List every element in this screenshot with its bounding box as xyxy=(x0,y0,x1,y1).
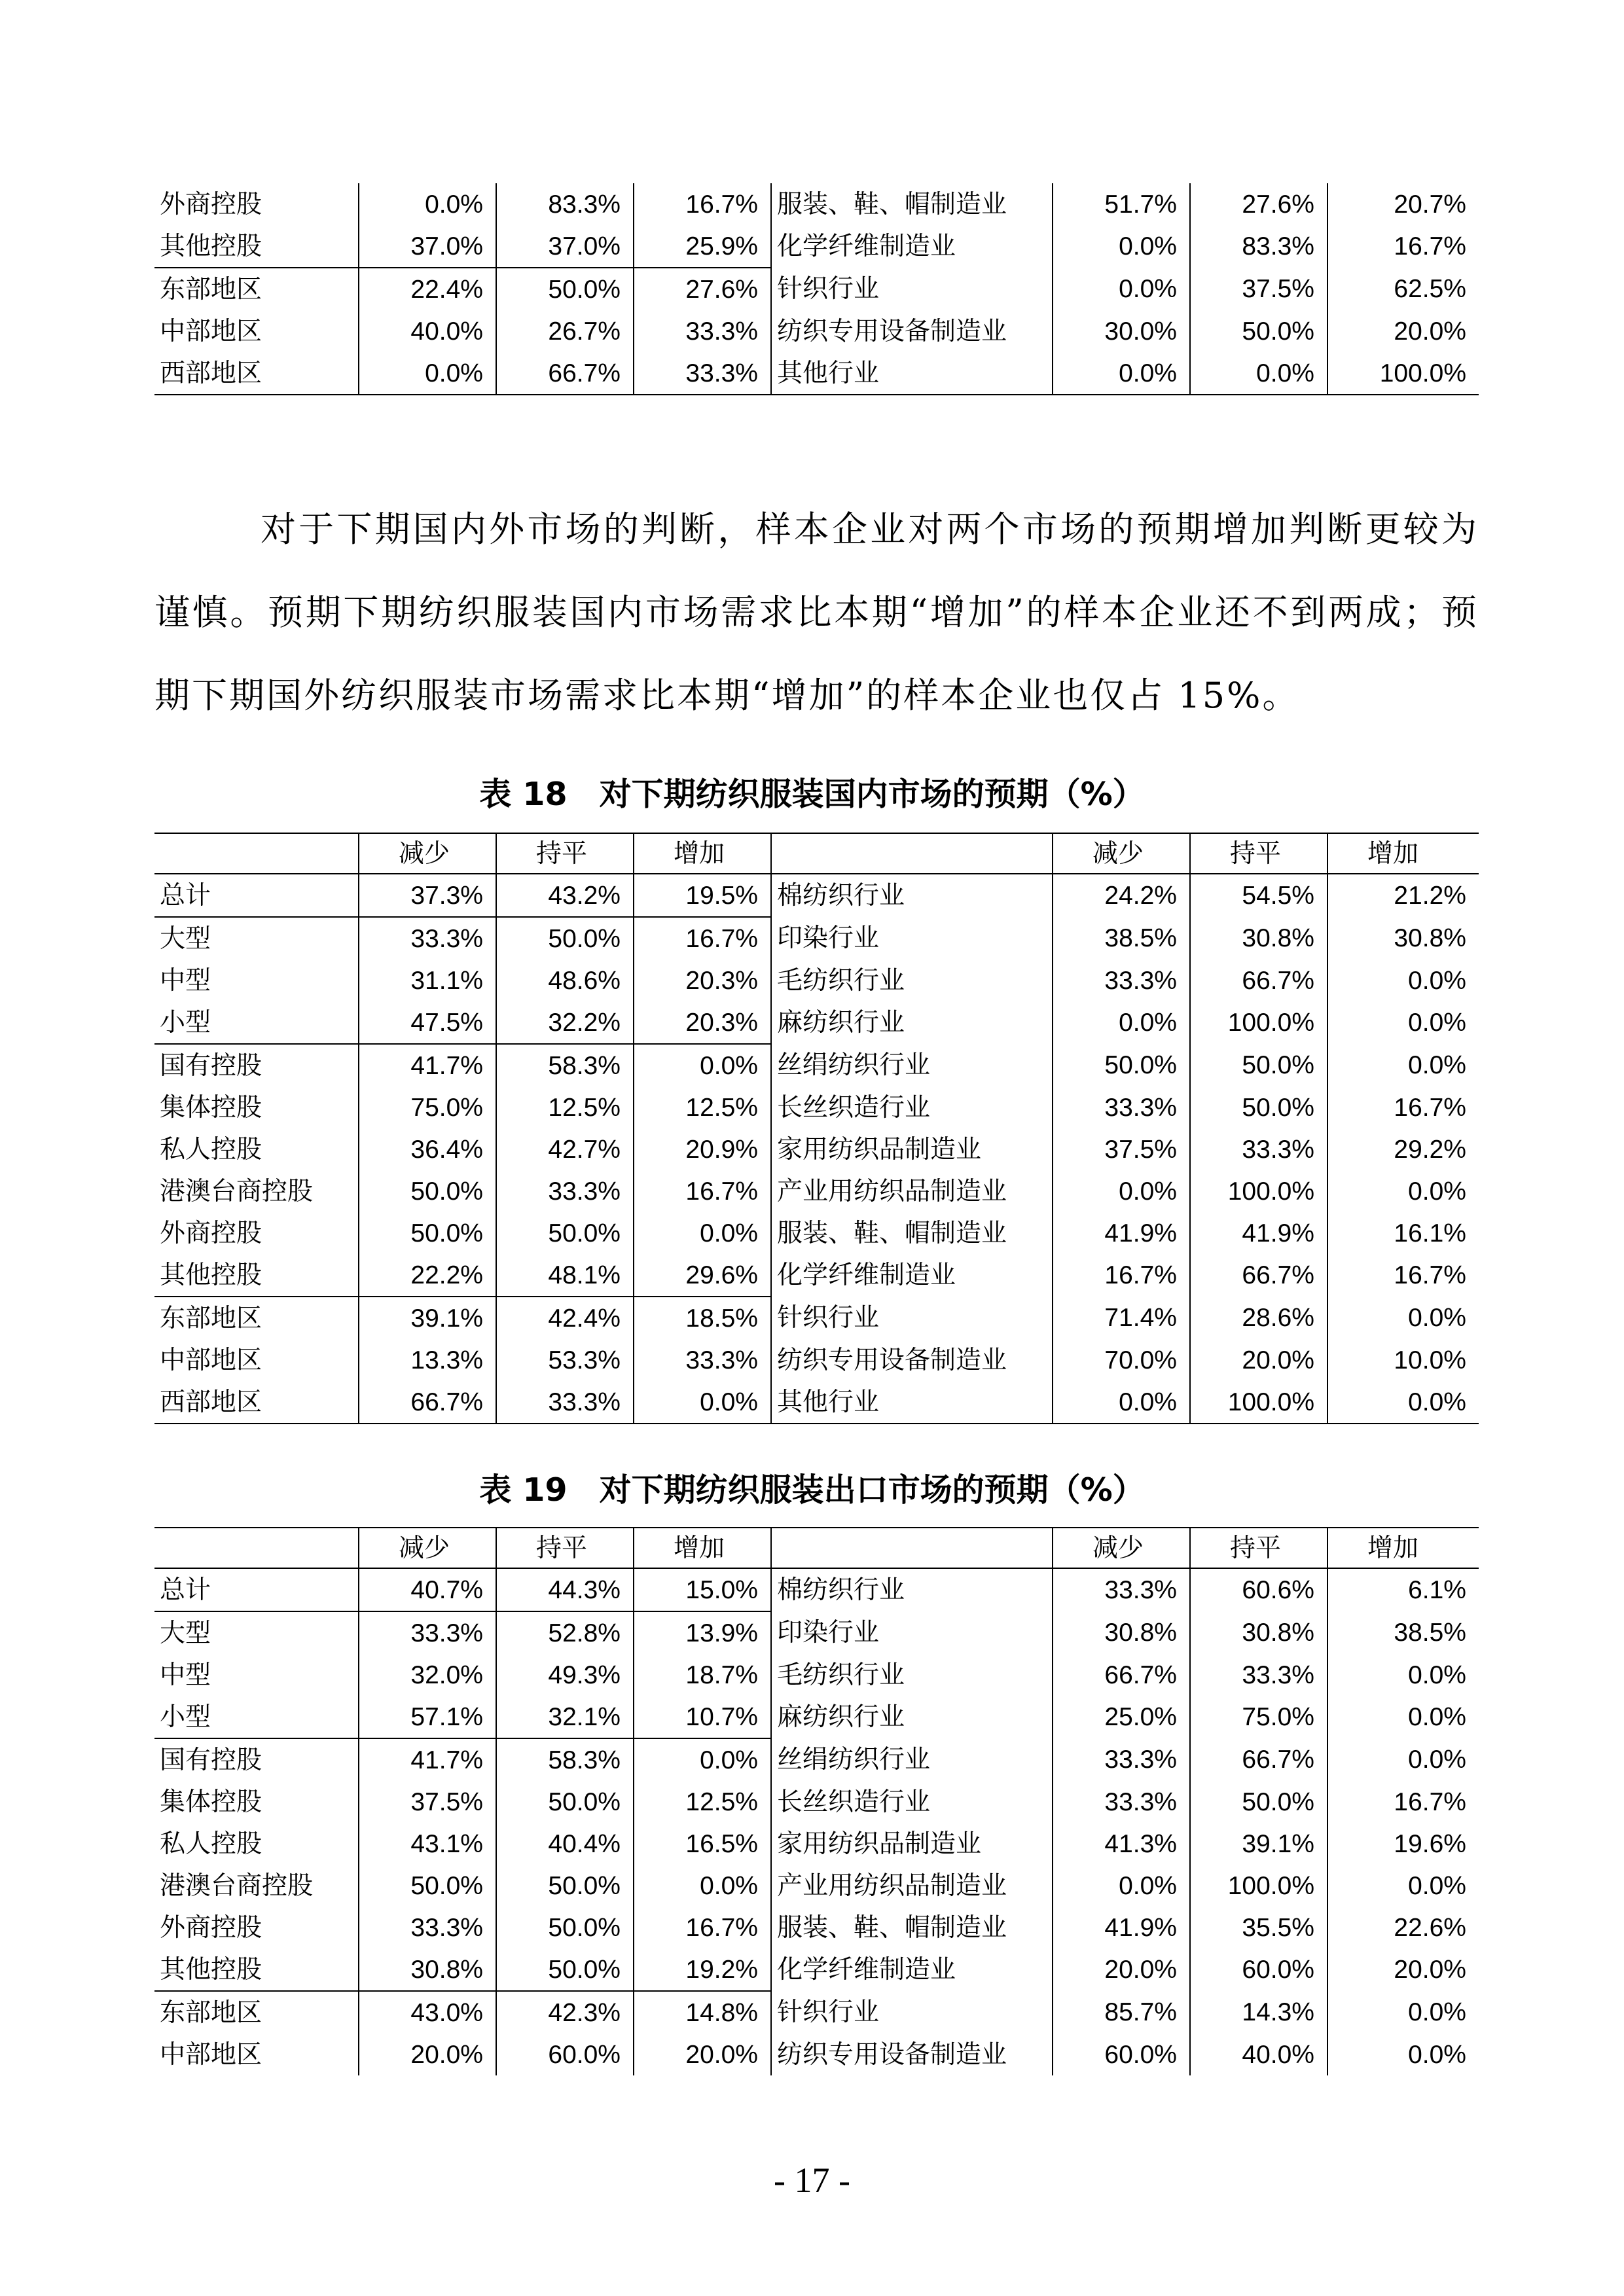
percent-cell: 43.0% xyxy=(359,1991,496,2034)
row-label-cell: 针织行业 xyxy=(771,1297,1053,1339)
row-label-cell: 中型 xyxy=(154,960,359,1001)
row-label-cell: 其他行业 xyxy=(771,352,1053,395)
column-header: 减少 xyxy=(359,1528,496,1568)
row-label-cell: 集体控股 xyxy=(154,1781,359,1823)
table-row xyxy=(154,874,1479,917)
percent-cell: 20.9% xyxy=(634,1128,771,1170)
percent-cell: 31.1% xyxy=(359,960,496,1001)
row-label-cell: 总计 xyxy=(154,1568,359,1611)
percent-cell: 19.5% xyxy=(634,874,771,917)
percent-cell: 50.0% xyxy=(359,1865,496,1907)
percent-cell: 50.0% xyxy=(359,1170,496,1212)
percent-cell: 50.0% xyxy=(1190,1086,1327,1128)
table-19-title: 表 19 对下期纺织服装出口市场的预期（%） xyxy=(479,1471,1145,1509)
percent-cell: 27.6% xyxy=(634,268,771,310)
percent-cell: 0.0% xyxy=(1190,352,1327,395)
page-number: - 17 - xyxy=(774,2161,850,2200)
percent-cell: 47.5% xyxy=(359,1001,496,1044)
percent-cell: 42.4% xyxy=(496,1297,634,1339)
percent-cell: 51.7% xyxy=(1053,183,1190,225)
column-header: 减少 xyxy=(1053,833,1190,874)
percent-cell: 0.0% xyxy=(1053,1381,1190,1424)
percent-cell: 18.5% xyxy=(634,1297,771,1339)
percent-cell: 22.4% xyxy=(359,268,496,310)
table-row xyxy=(154,1086,1479,1128)
percent-cell: 0.0% xyxy=(1327,1991,1479,2034)
percent-cell: 30.8% xyxy=(1327,917,1479,960)
table-row xyxy=(154,1381,1479,1424)
percent-cell: 29.6% xyxy=(634,1254,771,1297)
percent-cell: 66.7% xyxy=(1190,1254,1327,1297)
row-label-cell: 国有控股 xyxy=(154,1738,359,1781)
row-label-cell: 长丝织造行业 xyxy=(771,1086,1053,1128)
percent-cell: 22.6% xyxy=(1327,1907,1479,1948)
percent-cell: 50.0% xyxy=(496,1948,634,1991)
percent-cell: 20.7% xyxy=(1327,183,1479,225)
percent-cell: 24.2% xyxy=(1053,874,1190,917)
percent-cell: 41.7% xyxy=(359,1044,496,1086)
table-18-title: 表 18 对下期纺织服装国内市场的预期（%） xyxy=(479,776,1145,813)
percent-cell: 16.7% xyxy=(634,183,771,225)
row-label-cell: 国有控股 xyxy=(154,1044,359,1086)
percent-cell: 6.1% xyxy=(1327,1568,1479,1611)
percent-cell: 0.0% xyxy=(1327,1696,1479,1738)
percent-cell: 42.7% xyxy=(496,1128,634,1170)
table-header-row xyxy=(154,1528,1479,1568)
percent-cell: 20.0% xyxy=(1327,310,1479,352)
percent-cell: 12.5% xyxy=(496,1086,634,1128)
percent-cell: 48.6% xyxy=(496,960,634,1001)
percent-cell: 41.3% xyxy=(1053,1823,1190,1865)
percent-cell: 33.3% xyxy=(1053,1738,1190,1781)
percent-cell: 54.5% xyxy=(1190,874,1327,917)
percent-cell: 20.0% xyxy=(1190,1339,1327,1381)
table-row xyxy=(154,183,1479,225)
row-label-cell: 长丝织造行业 xyxy=(771,1781,1053,1823)
percent-cell: 28.6% xyxy=(1190,1297,1327,1339)
percent-cell: 16.7% xyxy=(634,917,771,960)
percent-cell: 53.3% xyxy=(496,1339,634,1381)
percent-cell: 38.5% xyxy=(1053,917,1190,960)
percent-cell: 33.3% xyxy=(496,1381,634,1424)
row-label-cell: 化学纤维制造业 xyxy=(771,225,1053,268)
percent-cell: 19.6% xyxy=(1327,1823,1479,1865)
column-header: 减少 xyxy=(1053,1528,1190,1568)
percent-cell: 50.0% xyxy=(1190,1044,1327,1086)
row-label-cell: 服装、鞋、帽制造业 xyxy=(771,1212,1053,1254)
table-row xyxy=(154,268,1479,310)
percent-cell: 75.0% xyxy=(1190,1696,1327,1738)
row-label-cell: 集体控股 xyxy=(154,1086,359,1128)
table-row xyxy=(154,1044,1479,1086)
row-label-cell: 总计 xyxy=(154,874,359,917)
percent-cell: 33.3% xyxy=(359,1907,496,1948)
percent-cell: 52.8% xyxy=(496,1611,634,1654)
percent-cell: 33.3% xyxy=(1053,960,1190,1001)
percent-cell: 60.0% xyxy=(1053,2034,1190,2075)
percent-cell: 66.7% xyxy=(1190,1738,1327,1781)
percent-cell: 60.0% xyxy=(1190,1948,1327,1991)
percent-cell: 33.3% xyxy=(359,1611,496,1654)
percent-cell: 0.0% xyxy=(1327,2034,1479,2075)
column-header: 持平 xyxy=(496,833,634,874)
percent-cell: 43.1% xyxy=(359,1823,496,1865)
percent-cell: 50.0% xyxy=(496,917,634,960)
row-label-cell: 丝绢纺织行业 xyxy=(771,1044,1053,1086)
row-label-cell: 棉纺织行业 xyxy=(771,1568,1053,1611)
percent-cell: 0.0% xyxy=(1053,268,1190,310)
row-label-cell: 印染行业 xyxy=(771,1611,1053,1654)
percent-cell: 15.0% xyxy=(634,1568,771,1611)
percent-cell: 58.3% xyxy=(496,1738,634,1781)
percent-cell: 100.0% xyxy=(1190,1381,1327,1424)
percent-cell: 100.0% xyxy=(1190,1865,1327,1907)
percent-cell: 20.0% xyxy=(1327,1948,1479,1991)
table-row xyxy=(154,1654,1479,1696)
column-header: 减少 xyxy=(359,833,496,874)
table-row xyxy=(154,1001,1479,1044)
percent-cell: 43.2% xyxy=(496,874,634,917)
row-label-cell: 东部地区 xyxy=(154,1991,359,2034)
percent-cell: 41.9% xyxy=(1053,1907,1190,1948)
percent-cell: 33.3% xyxy=(496,1170,634,1212)
percent-cell: 49.3% xyxy=(496,1654,634,1696)
row-label-cell: 东部地区 xyxy=(154,1297,359,1339)
percent-cell: 16.7% xyxy=(1053,1254,1190,1297)
percent-cell: 29.2% xyxy=(1327,1128,1479,1170)
percent-cell: 30.8% xyxy=(1053,1611,1190,1654)
percent-cell: 32.2% xyxy=(496,1001,634,1044)
column-header: 增加 xyxy=(1327,1528,1479,1568)
analysis-paragraph: 对于下期国内外市场的判断，样本企业对两个市场的预期增加判断更较为谨慎。预期下期纺织服装国内市场需求比本期“增加”的样本企业还不到两成；预期下期国外纺织服装市场需求比本期“增加”的样本企业也仅占 15%。 xyxy=(154,509,1479,716)
table-row xyxy=(154,310,1479,352)
percent-cell: 37.3% xyxy=(359,874,496,917)
table-row xyxy=(154,960,1479,1001)
table-row xyxy=(154,1781,1479,1823)
table-row xyxy=(154,1254,1479,1297)
percent-cell: 30.8% xyxy=(1190,1611,1327,1654)
table-19 xyxy=(154,1527,1479,2075)
percent-cell: 0.0% xyxy=(1053,1001,1190,1044)
row-label-cell: 针织行业 xyxy=(771,1991,1053,2034)
percent-cell: 40.0% xyxy=(359,310,496,352)
percent-cell: 44.3% xyxy=(496,1568,634,1611)
column-header: 持平 xyxy=(496,1528,634,1568)
percent-cell: 0.0% xyxy=(1053,352,1190,395)
row-label-cell: 家用纺织品制造业 xyxy=(771,1128,1053,1170)
percent-cell: 100.0% xyxy=(1190,1170,1327,1212)
percent-cell: 22.2% xyxy=(359,1254,496,1297)
table-row xyxy=(154,1948,1479,1991)
table-17-continued xyxy=(154,183,1479,395)
percent-cell: 0.0% xyxy=(1327,1654,1479,1696)
percent-cell: 0.0% xyxy=(634,1044,771,1086)
percent-cell: 33.3% xyxy=(1190,1128,1327,1170)
percent-cell: 0.0% xyxy=(1327,1738,1479,1781)
percent-cell: 16.7% xyxy=(634,1170,771,1212)
percent-cell: 0.0% xyxy=(634,1381,771,1424)
percent-cell: 20.0% xyxy=(1053,1948,1190,1991)
percent-cell: 0.0% xyxy=(1327,1044,1479,1086)
percent-cell: 16.7% xyxy=(1327,1086,1479,1128)
table-row xyxy=(154,917,1479,960)
table-row xyxy=(154,1297,1479,1339)
percent-cell: 25.0% xyxy=(1053,1696,1190,1738)
percent-cell: 37.0% xyxy=(359,225,496,268)
percent-cell: 33.3% xyxy=(634,310,771,352)
row-label-cell: 纺织专用设备制造业 xyxy=(771,310,1053,352)
row-label-cell: 产业用纺织品制造业 xyxy=(771,1170,1053,1212)
percent-cell: 50.0% xyxy=(496,1781,634,1823)
percent-cell: 50.0% xyxy=(359,1212,496,1254)
percent-cell: 37.5% xyxy=(1053,1128,1190,1170)
percent-cell: 40.7% xyxy=(359,1568,496,1611)
percent-cell: 13.9% xyxy=(634,1611,771,1654)
percent-cell: 39.1% xyxy=(359,1297,496,1339)
percent-cell: 83.3% xyxy=(496,183,634,225)
percent-cell: 0.0% xyxy=(1053,225,1190,268)
percent-cell: 36.4% xyxy=(359,1128,496,1170)
column-header: 持平 xyxy=(1190,833,1327,874)
percent-cell: 16.7% xyxy=(1327,1254,1479,1297)
percent-cell: 0.0% xyxy=(1327,960,1479,1001)
column-header: 增加 xyxy=(634,1528,771,1568)
percent-cell: 71.4% xyxy=(1053,1297,1190,1339)
row-label-cell: 其他控股 xyxy=(154,225,359,268)
table-row xyxy=(154,1212,1479,1254)
percent-cell: 60.0% xyxy=(496,2034,634,2075)
column-header: 增加 xyxy=(634,833,771,874)
percent-cell: 0.0% xyxy=(1327,1865,1479,1907)
percent-cell: 20.0% xyxy=(634,2034,771,2075)
percent-cell: 66.7% xyxy=(496,352,634,395)
percent-cell: 16.7% xyxy=(1327,225,1479,268)
table-row xyxy=(154,1568,1479,1611)
table-row xyxy=(154,1991,1479,2034)
percent-cell: 0.0% xyxy=(1327,1297,1479,1339)
row-label-cell: 其他控股 xyxy=(154,1254,359,1297)
percent-cell: 32.0% xyxy=(359,1654,496,1696)
row-label-cell: 纺织专用设备制造业 xyxy=(771,1339,1053,1381)
percent-cell: 66.7% xyxy=(1190,960,1327,1001)
percent-cell: 25.9% xyxy=(634,225,771,268)
column-header: 增加 xyxy=(1327,833,1479,874)
percent-cell: 0.0% xyxy=(1053,1865,1190,1907)
percent-cell: 37.5% xyxy=(1190,268,1327,310)
percent-cell: 30.0% xyxy=(1053,310,1190,352)
percent-cell: 0.0% xyxy=(359,183,496,225)
row-label-cell: 中型 xyxy=(154,1654,359,1696)
percent-cell: 38.5% xyxy=(1327,1611,1479,1654)
percent-cell: 50.0% xyxy=(496,1212,634,1254)
blank-header-cell xyxy=(771,833,1053,874)
row-label-cell: 中部地区 xyxy=(154,310,359,352)
row-label-cell: 化学纤维制造业 xyxy=(771,1254,1053,1297)
percent-cell: 33.3% xyxy=(634,1339,771,1381)
percent-cell: 85.7% xyxy=(1053,1991,1190,2034)
percent-cell: 40.4% xyxy=(496,1823,634,1865)
percent-cell: 19.2% xyxy=(634,1948,771,1991)
percent-cell: 26.7% xyxy=(496,310,634,352)
percent-cell: 62.5% xyxy=(1327,268,1479,310)
percent-cell: 0.0% xyxy=(634,1212,771,1254)
percent-cell: 75.0% xyxy=(359,1086,496,1128)
table-row xyxy=(154,2034,1479,2075)
row-label-cell: 丝绢纺织行业 xyxy=(771,1738,1053,1781)
percent-cell: 66.7% xyxy=(1053,1654,1190,1696)
percent-cell: 0.0% xyxy=(634,1738,771,1781)
table-18 xyxy=(154,833,1479,1424)
percent-cell: 39.1% xyxy=(1190,1823,1327,1865)
blank-header-cell xyxy=(154,1528,359,1568)
percent-cell: 58.3% xyxy=(496,1044,634,1086)
percent-cell: 14.3% xyxy=(1190,1991,1327,2034)
percent-cell: 60.6% xyxy=(1190,1568,1327,1611)
column-header: 持平 xyxy=(1190,1528,1327,1568)
percent-cell: 66.7% xyxy=(359,1381,496,1424)
row-label-cell: 针织行业 xyxy=(771,268,1053,310)
table-row xyxy=(154,1696,1479,1738)
percent-cell: 18.7% xyxy=(634,1654,771,1696)
percent-cell: 33.3% xyxy=(1053,1781,1190,1823)
row-label-cell: 服装、鞋、帽制造业 xyxy=(771,183,1053,225)
percent-cell: 16.7% xyxy=(634,1907,771,1948)
percent-cell: 21.2% xyxy=(1327,874,1479,917)
row-label-cell: 外商控股 xyxy=(154,1907,359,1948)
table-row xyxy=(154,352,1479,395)
row-label-cell: 印染行业 xyxy=(771,917,1053,960)
percent-cell: 20.3% xyxy=(634,960,771,1001)
table-header-row xyxy=(154,833,1479,874)
row-label-cell: 大型 xyxy=(154,917,359,960)
row-label-cell: 服装、鞋、帽制造业 xyxy=(771,1907,1053,1948)
row-label-cell: 棉纺织行业 xyxy=(771,874,1053,917)
blank-header-cell xyxy=(154,833,359,874)
percent-cell: 50.0% xyxy=(496,268,634,310)
row-label-cell: 家用纺织品制造业 xyxy=(771,1823,1053,1865)
percent-cell: 37.0% xyxy=(496,225,634,268)
percent-cell: 41.7% xyxy=(359,1738,496,1781)
row-label-cell: 毛纺织行业 xyxy=(771,1654,1053,1696)
percent-cell: 33.3% xyxy=(359,917,496,960)
row-label-cell: 外商控股 xyxy=(154,183,359,225)
row-label-cell: 外商控股 xyxy=(154,1212,359,1254)
percent-cell: 12.5% xyxy=(634,1781,771,1823)
row-label-cell: 港澳台商控股 xyxy=(154,1170,359,1212)
table-row xyxy=(154,1128,1479,1170)
percent-cell: 50.0% xyxy=(1190,1781,1327,1823)
row-label-cell: 大型 xyxy=(154,1611,359,1654)
row-label-cell: 私人控股 xyxy=(154,1128,359,1170)
percent-cell: 70.0% xyxy=(1053,1339,1190,1381)
blank-header-cell xyxy=(771,1528,1053,1568)
table-row xyxy=(154,1865,1479,1907)
percent-cell: 35.5% xyxy=(1190,1907,1327,1948)
percent-cell: 57.1% xyxy=(359,1696,496,1738)
percent-cell: 0.0% xyxy=(634,1865,771,1907)
row-label-cell: 小型 xyxy=(154,1696,359,1738)
percent-cell: 0.0% xyxy=(1327,1170,1479,1212)
percent-cell: 41.9% xyxy=(1190,1212,1327,1254)
row-label-cell: 西部地区 xyxy=(154,1381,359,1424)
table-row xyxy=(154,1907,1479,1948)
row-label-cell: 中部地区 xyxy=(154,1339,359,1381)
percent-cell: 13.3% xyxy=(359,1339,496,1381)
row-label-cell: 东部地区 xyxy=(154,268,359,310)
percent-cell: 16.7% xyxy=(1327,1781,1479,1823)
row-label-cell: 西部地区 xyxy=(154,352,359,395)
table-row xyxy=(154,1738,1479,1781)
percent-cell: 20.0% xyxy=(359,2034,496,2075)
row-label-cell: 麻纺织行业 xyxy=(771,1001,1053,1044)
percent-cell: 33.3% xyxy=(1053,1568,1190,1611)
percent-cell: 37.5% xyxy=(359,1781,496,1823)
percent-cell: 100.0% xyxy=(1327,352,1479,395)
percent-cell: 30.8% xyxy=(1190,917,1327,960)
percent-cell: 0.0% xyxy=(359,352,496,395)
row-label-cell: 产业用纺织品制造业 xyxy=(771,1865,1053,1907)
table-row xyxy=(154,1170,1479,1212)
row-label-cell: 其他控股 xyxy=(154,1948,359,1991)
percent-cell: 0.0% xyxy=(1053,1170,1190,1212)
row-label-cell: 私人控股 xyxy=(154,1823,359,1865)
row-label-cell: 化学纤维制造业 xyxy=(771,1948,1053,1991)
percent-cell: 33.3% xyxy=(1190,1654,1327,1696)
row-label-cell: 纺织专用设备制造业 xyxy=(771,2034,1053,2075)
percent-cell: 10.7% xyxy=(634,1696,771,1738)
percent-cell: 33.3% xyxy=(634,352,771,395)
percent-cell: 48.1% xyxy=(496,1254,634,1297)
percent-cell: 50.0% xyxy=(1053,1044,1190,1086)
percent-cell: 16.5% xyxy=(634,1823,771,1865)
row-label-cell: 小型 xyxy=(154,1001,359,1044)
percent-cell: 27.6% xyxy=(1190,183,1327,225)
percent-cell: 40.0% xyxy=(1190,2034,1327,2075)
row-label-cell: 麻纺织行业 xyxy=(771,1696,1053,1738)
percent-cell: 42.3% xyxy=(496,1991,634,2034)
percent-cell: 83.3% xyxy=(1190,225,1327,268)
row-label-cell: 毛纺织行业 xyxy=(771,960,1053,1001)
percent-cell: 50.0% xyxy=(496,1865,634,1907)
percent-cell: 100.0% xyxy=(1190,1001,1327,1044)
row-label-cell: 中部地区 xyxy=(154,2034,359,2075)
percent-cell: 12.5% xyxy=(634,1086,771,1128)
table-row xyxy=(154,1611,1479,1654)
percent-cell: 32.1% xyxy=(496,1696,634,1738)
table-row xyxy=(154,1339,1479,1381)
percent-cell: 33.3% xyxy=(1053,1086,1190,1128)
table-row xyxy=(154,1823,1479,1865)
row-label-cell: 其他行业 xyxy=(771,1381,1053,1424)
table-row xyxy=(154,225,1479,268)
percent-cell: 30.8% xyxy=(359,1948,496,1991)
percent-cell: 41.9% xyxy=(1053,1212,1190,1254)
percent-cell: 0.0% xyxy=(1327,1381,1479,1424)
percent-cell: 20.3% xyxy=(634,1001,771,1044)
percent-cell: 50.0% xyxy=(1190,310,1327,352)
percent-cell: 0.0% xyxy=(1327,1001,1479,1044)
percent-cell: 16.1% xyxy=(1327,1212,1479,1254)
percent-cell: 50.0% xyxy=(496,1907,634,1948)
percent-cell: 14.8% xyxy=(634,1991,771,2034)
percent-cell: 10.0% xyxy=(1327,1339,1479,1381)
row-label-cell: 港澳台商控股 xyxy=(154,1865,359,1907)
